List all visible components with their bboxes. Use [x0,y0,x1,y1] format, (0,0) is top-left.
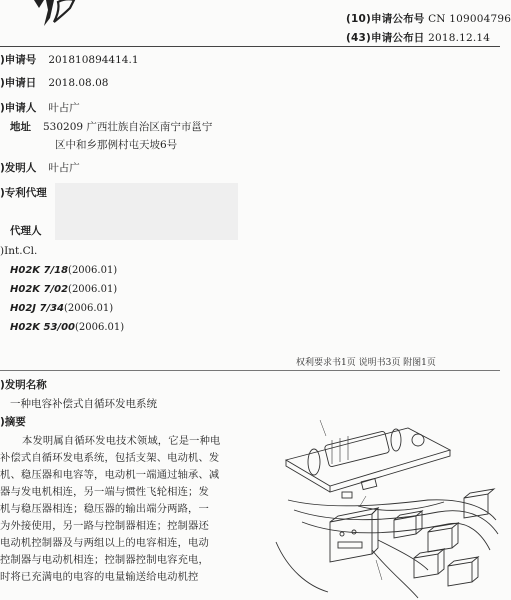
abstract-line: 为外接使用，另一路与控制器相连；控制器还 [0,520,209,532]
capacitor [394,511,422,538]
agent-label: 代理人 [10,225,42,237]
ipc-code: H02K 7/18 [10,265,69,276]
patent-figure [268,410,500,600]
address-line-1: 530209 广西壮族自治区南宁市邕宁 [43,121,213,133]
agent-row [10,223,42,238]
application-number-value: 201810894414.1 [48,54,139,66]
abstract-line: 补偿式自循环发电系统，包括支架、电动机、发 [0,452,220,464]
stabilizer [361,478,377,489]
ipc-entry [10,284,117,295]
controller [330,514,372,562]
invention-title-label-row [0,377,47,392]
intcl-label: )Int.Cl. [0,245,38,257]
abstract-line: 电动机控制器及与两组以上的电容相连，电动 [0,537,209,549]
inventor-label: )发明人 [0,162,37,174]
wire [288,500,496,520]
ipc-entry [10,265,117,276]
agency-row [0,185,47,200]
wire [294,510,498,534]
publication-date [346,30,490,45]
inventor-value: 叶占广 [48,162,80,174]
header-rule [0,46,500,47]
address-label: 地址 [10,121,31,133]
redaction-box [55,183,238,240]
ipc-entry [10,303,113,314]
intcl-row [0,245,37,257]
publication-date-label: (43)申请公布日 [346,32,425,44]
abstract-line: 机与稳压器相连；稳压器的输出端分两路，一 [0,503,209,515]
address-row [10,119,212,134]
invention-title: 一种电容补偿式自循环发电系统 [10,398,157,410]
ipc-year: (2006.01) [64,303,114,314]
abstract-body [0,433,245,586]
wire [276,542,328,592]
address-line-2: 区中和乡那例村屯天坡6号 [55,139,178,151]
abstract-label: )摘要 [0,416,26,428]
motor-generator-assembly [324,431,389,467]
abstract-label-row [0,414,26,429]
capacitor [414,549,444,578]
ipc-year: (2006.01) [68,265,118,276]
capacitor [428,523,458,552]
ipc-year: (2006.01) [75,322,125,333]
page-count-note: 权利要求书1页 说明书3页 附图1页 [296,358,436,368]
agency-label: )专利代理 [0,187,47,199]
publication-number-value: CN 109004796 [428,13,511,25]
publication-number-label: (10)申请公布号 [346,13,425,25]
inventor-row [0,160,80,175]
application-number-row [0,52,139,67]
abstract-line: 控制器与电动机相连；控制器控制电容充电， [0,554,209,566]
capacitor [448,557,478,586]
abstract-line: 机、稳压器和电容等，电动机一端通过轴承、减 [0,469,220,481]
invention-title-label: )发明名称 [0,379,47,391]
section-rule [0,370,500,371]
publication-date-value: 2018.12.14 [428,32,491,44]
abstract-line: 本发明属自循环发电技术领域，它是一种电 [22,435,221,447]
base-platform [286,428,450,486]
ipc-entry [10,322,124,333]
application-number-label: )申请号 [0,54,37,66]
patent-office-logo [30,0,80,26]
ipc-code: H02K 7/02 [10,284,69,295]
abstract-line: 时将已充满电的电容的电量输送给电动机控 [0,571,199,583]
applicant-row [0,100,80,115]
application-date-row [0,75,108,90]
wire [302,522,448,533]
abstract-line: 器与发电机相连，另一端与惯性飞轮相连；发 [0,486,209,498]
ipc-code: H02J 7/34 [10,303,65,314]
applicant-label: )申请人 [0,102,37,114]
application-date-label: )申请日 [0,77,37,89]
application-date-value: 2018.08.08 [48,77,109,89]
ipc-year: (2006.01) [68,284,118,295]
ipc-code: H02K 53/00 [10,322,75,333]
applicant-value: 叶占广 [48,102,80,114]
publication-number [346,11,511,26]
